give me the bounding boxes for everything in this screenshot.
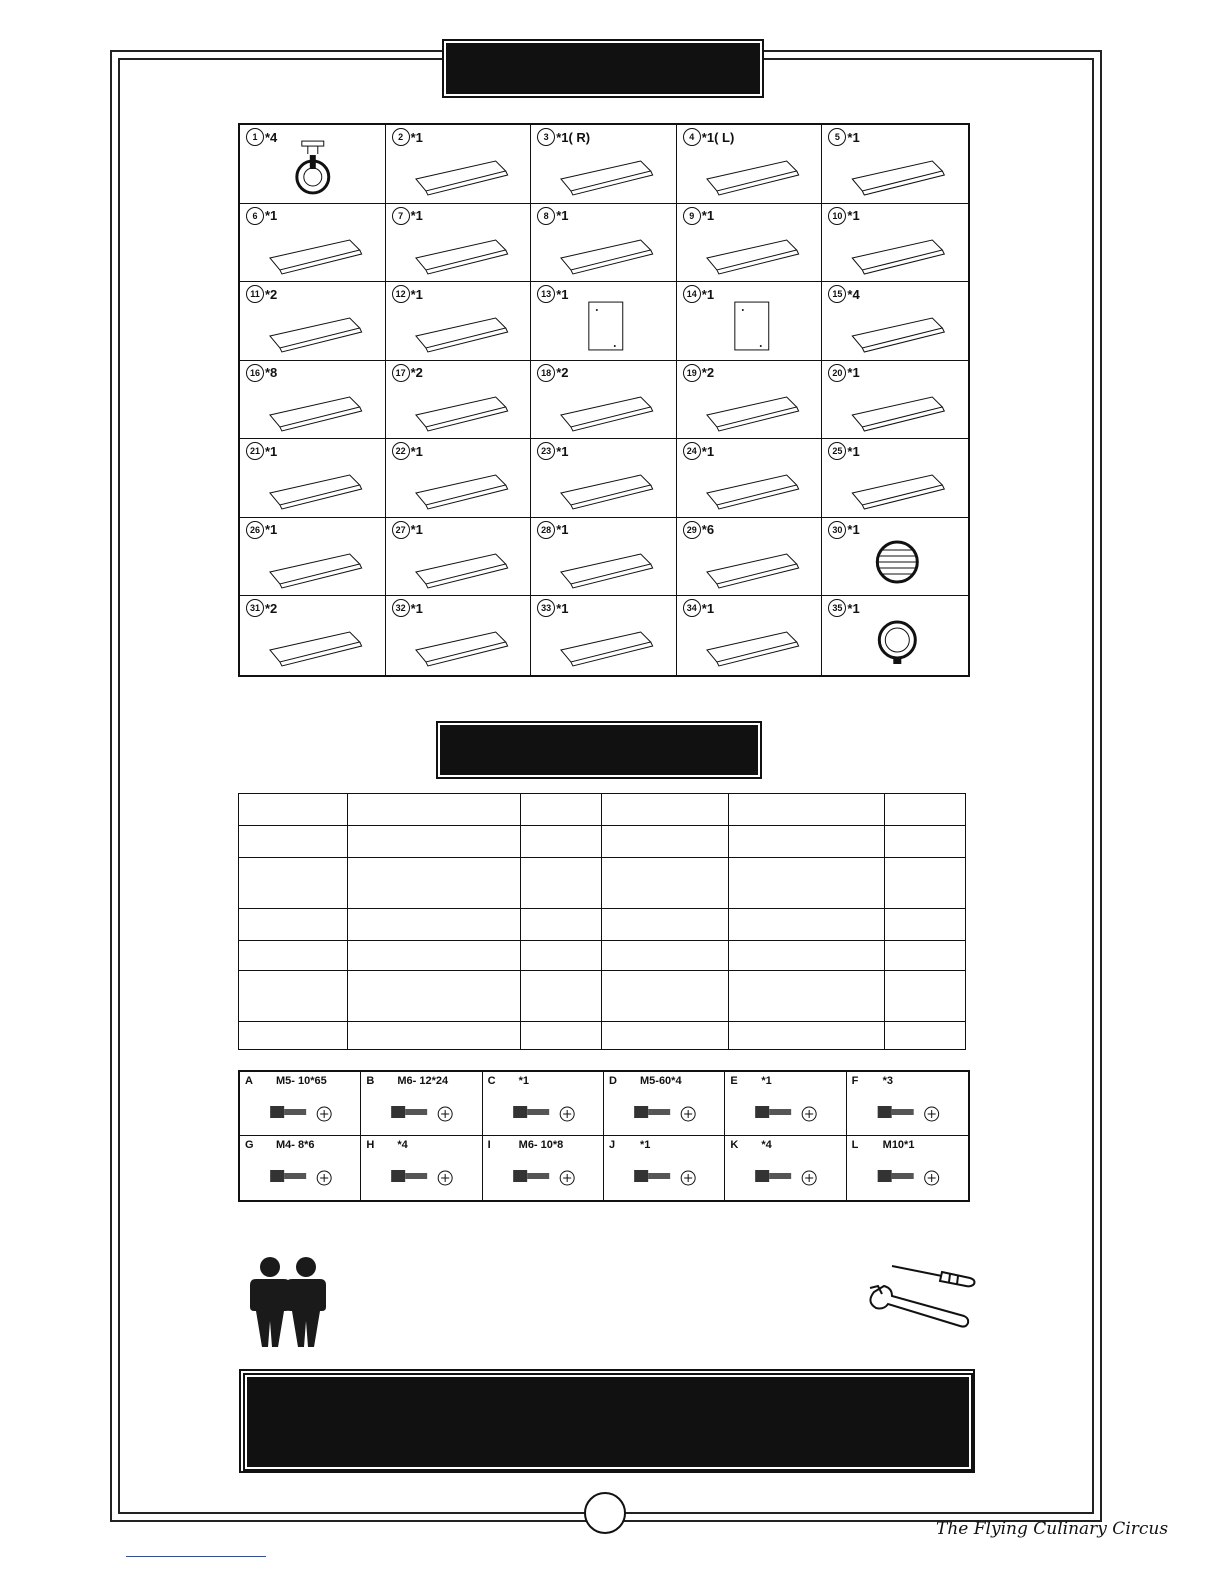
part-cell-10 (822, 204, 968, 283)
part-number: 14 (683, 285, 701, 303)
part-number: 26 (246, 521, 264, 539)
part-quantity: *1 (265, 522, 278, 538)
part-number: 1 (246, 128, 264, 146)
handle-icon (822, 296, 968, 358)
part-number: 9 (683, 207, 701, 225)
shelf-bracket-icon (531, 375, 676, 437)
table-row (239, 1022, 966, 1050)
part-number: 4 (683, 128, 701, 146)
hardware-spec: *4 (397, 1139, 408, 1151)
hardware-spec: M10*1 (882, 1139, 915, 1151)
part-quantity: *1 (701, 208, 715, 224)
back-panel-icon (386, 218, 531, 280)
warming-rack-icon (531, 610, 676, 672)
hardware-spec: *4 (761, 1139, 772, 1151)
hardware-cell-c (483, 1072, 604, 1136)
part-quantity: *1 (847, 365, 860, 381)
small-screw-icon (240, 1152, 360, 1198)
part-quantity: *4 (847, 286, 860, 302)
part-cell-24 (677, 439, 823, 518)
part-number: 13 (537, 285, 555, 303)
part-quantity: *1( L) (701, 129, 735, 145)
table-row (239, 794, 966, 826)
hardware-letter: G (245, 1139, 254, 1151)
warning-banner (247, 1377, 969, 1467)
part-cell-27 (386, 518, 532, 597)
part-cell-15 (822, 282, 968, 361)
cabinet-frame-icon (386, 296, 531, 358)
hardware-cell-d (604, 1072, 725, 1136)
part-number: 30 (828, 521, 846, 539)
part-quantity: *8 (265, 365, 278, 381)
part-number: 35 (828, 599, 846, 617)
part-cell-34 (677, 596, 823, 675)
part-number: 28 (537, 521, 555, 539)
spec-table (238, 793, 966, 1050)
hardware-cell-h (361, 1136, 482, 1200)
tools-icon (862, 1252, 978, 1338)
magnet-icon (725, 1088, 845, 1134)
part-quantity: *1 (410, 600, 423, 616)
hardware-cell-e (725, 1072, 846, 1136)
hardware-cell-j (604, 1136, 725, 1200)
shoulder-bolt-icon (725, 1152, 845, 1198)
part-cell-1 (240, 125, 386, 204)
parts-list-banner (446, 43, 760, 94)
part-cell-11 (240, 282, 386, 361)
hardware-spec: *1 (640, 1139, 651, 1151)
bottom-shelf-icon (531, 218, 676, 280)
frame-tray-icon (822, 139, 968, 201)
part-quantity: *1 (410, 129, 423, 145)
part-quantity: *1 (847, 443, 860, 459)
part-number: 7 (392, 207, 410, 225)
part-cell-6 (240, 204, 386, 283)
long-bolt-icon (604, 1088, 724, 1134)
cup-holder-icon (240, 375, 385, 437)
strip-bar-icon (386, 453, 531, 515)
part-cell-35 (822, 596, 968, 675)
hardware-spec: M6- 10*8 (518, 1139, 564, 1151)
part-quantity: *1 (701, 443, 715, 459)
round-grate-icon (822, 532, 968, 594)
part-cell-3 (531, 125, 677, 204)
part-cell-19 (677, 361, 823, 440)
part-quantity: *1 (556, 522, 569, 538)
part-number: 20 (828, 364, 846, 382)
stud-icon (361, 1152, 481, 1198)
hook-icon (604, 1152, 724, 1198)
part-number: 11 (246, 285, 264, 303)
flame-tamer-icon (677, 532, 822, 594)
part-number: 2 (392, 128, 410, 146)
part-cell-8 (531, 204, 677, 283)
part-cell-12 (386, 282, 532, 361)
part-quantity: *2 (701, 365, 715, 381)
part-cell-32 (386, 596, 532, 675)
part-cell-22 (386, 439, 532, 518)
table-row (239, 971, 966, 1022)
part-quantity: *4 (265, 129, 278, 145)
side-panel-icon (240, 218, 385, 280)
part-cell-9 (677, 204, 823, 283)
part-quantity: *1 (701, 600, 715, 616)
part-quantity: *1 (847, 129, 860, 145)
part-number: 27 (392, 521, 410, 539)
flange-bolt-icon (483, 1152, 603, 1198)
cooking-grid-icon (240, 610, 385, 672)
hardware-cell-b (361, 1072, 482, 1136)
pin-icon (847, 1088, 968, 1134)
part-number: 31 (246, 599, 264, 617)
part-number: 18 (537, 364, 555, 382)
part-number: 25 (828, 442, 846, 460)
part-cell-20 (822, 361, 968, 440)
part-number: 34 (683, 599, 701, 617)
hardware-spec: M5- 10*65 (276, 1075, 327, 1087)
part-quantity: *1 (410, 208, 423, 224)
grid-icon (386, 610, 531, 672)
hardware-spec: *3 (882, 1075, 894, 1087)
part-cell-29 (677, 518, 823, 597)
footer-link-underline (126, 1556, 266, 1557)
front-beam-icon (386, 139, 531, 201)
hardware-letter: K (730, 1139, 739, 1151)
control-panel-icon (531, 532, 676, 594)
side-burner-icon (677, 453, 822, 515)
caster-wheel-icon (240, 139, 385, 201)
nut-icon (847, 1152, 968, 1198)
part-cell-23 (531, 439, 677, 518)
grill-head-icon (531, 453, 676, 515)
part-quantity: *1 (701, 286, 715, 302)
right-side-rail-icon (531, 139, 676, 201)
hardware-spec: M4- 8*6 (276, 1139, 315, 1151)
part-quantity: *1 (265, 208, 278, 224)
part-cell-4 (677, 125, 823, 204)
part-quantity: *1 (410, 286, 423, 302)
hardware-letter: E (730, 1075, 738, 1087)
part-number: 8 (537, 207, 555, 225)
table-row (239, 858, 966, 909)
part-quantity: *2 (410, 365, 423, 381)
hardware-letter: J (609, 1139, 616, 1151)
part-cell-16 (240, 361, 386, 440)
hardware-spec: M6- 12*24 (397, 1075, 449, 1087)
battery-icon (483, 1088, 603, 1134)
hardware-letter: I (487, 1139, 491, 1151)
hardware-letter: L (851, 1139, 859, 1151)
part-quantity: *1 (556, 208, 569, 224)
part-quantity: *2 (556, 365, 569, 381)
part-number: 24 (683, 442, 701, 460)
tray-icon (677, 375, 822, 437)
part-cell-18 (531, 361, 677, 440)
rack-icon (677, 610, 822, 672)
part-quantity: *1 (847, 600, 860, 616)
part-number: 22 (392, 442, 410, 460)
burner-tube-icon (240, 532, 385, 594)
hardware-letter: B (366, 1075, 375, 1087)
door-panel-icon (677, 296, 822, 358)
part-cell-26 (240, 518, 386, 597)
burner-lid-icon (822, 453, 968, 515)
hardware-letter: F (851, 1075, 859, 1087)
part-number: 3 (537, 128, 555, 146)
table-row (239, 909, 966, 941)
parts-grid (238, 123, 970, 677)
left-side-rail-icon (677, 139, 822, 201)
part-quantity: *1 (847, 522, 860, 538)
part-quantity: *2 (265, 600, 278, 616)
page-number-circle (584, 1492, 626, 1534)
part-cell-25 (822, 439, 968, 518)
screw-icon (240, 1088, 360, 1134)
bracket-icon (240, 296, 385, 358)
table-row (239, 826, 966, 858)
bolt-icon (361, 1088, 481, 1134)
part-cell-17 (386, 361, 532, 440)
hardware-spec: *1 (518, 1075, 530, 1087)
hardware-cell-k (725, 1136, 846, 1200)
part-number: 33 (537, 599, 555, 617)
part-cell-28 (531, 518, 677, 597)
part-number: 17 (392, 364, 410, 382)
part-cell-33 (531, 596, 677, 675)
part-quantity: *1( R) (556, 129, 591, 145)
part-cell-13 (531, 282, 677, 361)
panel-plate-icon (386, 375, 531, 437)
part-number: 23 (537, 442, 555, 460)
hardware-letter: C (487, 1075, 496, 1087)
hardware-grid (238, 1070, 970, 1202)
part-cell-31 (240, 596, 386, 675)
part-number: 16 (246, 364, 264, 382)
part-number: 19 (683, 364, 701, 382)
part-number: 12 (392, 285, 410, 303)
part-cell-5 (822, 125, 968, 204)
hardware-cell-i (483, 1136, 604, 1200)
part-number: 15 (828, 285, 846, 303)
hardware-spec: *1 (761, 1075, 772, 1087)
part-number: 5 (828, 128, 846, 146)
drip-pan-icon (240, 453, 385, 515)
rod-bar-icon (822, 218, 968, 280)
plate-icon (677, 218, 822, 280)
part-cell-21 (240, 439, 386, 518)
hardware-banner (440, 725, 758, 775)
part-quantity: *6 (701, 522, 715, 538)
hardware-cell-l (847, 1136, 968, 1200)
hardware-cell-f (847, 1072, 968, 1136)
part-cell-30 (822, 518, 968, 597)
part-quantity: *1 (556, 600, 569, 616)
table-row (239, 941, 966, 971)
two-person-icon (244, 1255, 336, 1347)
brand-logo: The Flying Culinary Circus (936, 1519, 1169, 1539)
part-quantity: *1 (556, 443, 569, 459)
part-number: 10 (828, 207, 846, 225)
part-quantity: *1 (410, 522, 423, 538)
part-cell-14 (677, 282, 823, 361)
part-quantity: *1 (410, 443, 423, 459)
part-quantity: *1 (847, 208, 860, 224)
part-number: 21 (246, 442, 264, 460)
part-cell-2 (386, 125, 532, 204)
hardware-spec: M5-60*4 (640, 1075, 682, 1087)
hardware-cell-a (240, 1072, 361, 1136)
door-panel-icon (531, 296, 676, 358)
part-quantity: *1 (265, 443, 278, 459)
mount-bracket-icon (386, 532, 531, 594)
hardware-letter: D (609, 1075, 617, 1087)
part-cell-7 (386, 204, 532, 283)
part-quantity: *1 (556, 286, 569, 302)
hardware-letter: A (245, 1075, 253, 1087)
part-number: 6 (246, 207, 264, 225)
part-quantity: *2 (265, 286, 278, 302)
hardware-letter: H (366, 1139, 375, 1151)
thermometer-icon (822, 610, 968, 672)
grease-tray-icon (822, 375, 968, 437)
part-number: 32 (392, 599, 410, 617)
part-number: 29 (683, 521, 701, 539)
hardware-cell-g (240, 1136, 361, 1200)
